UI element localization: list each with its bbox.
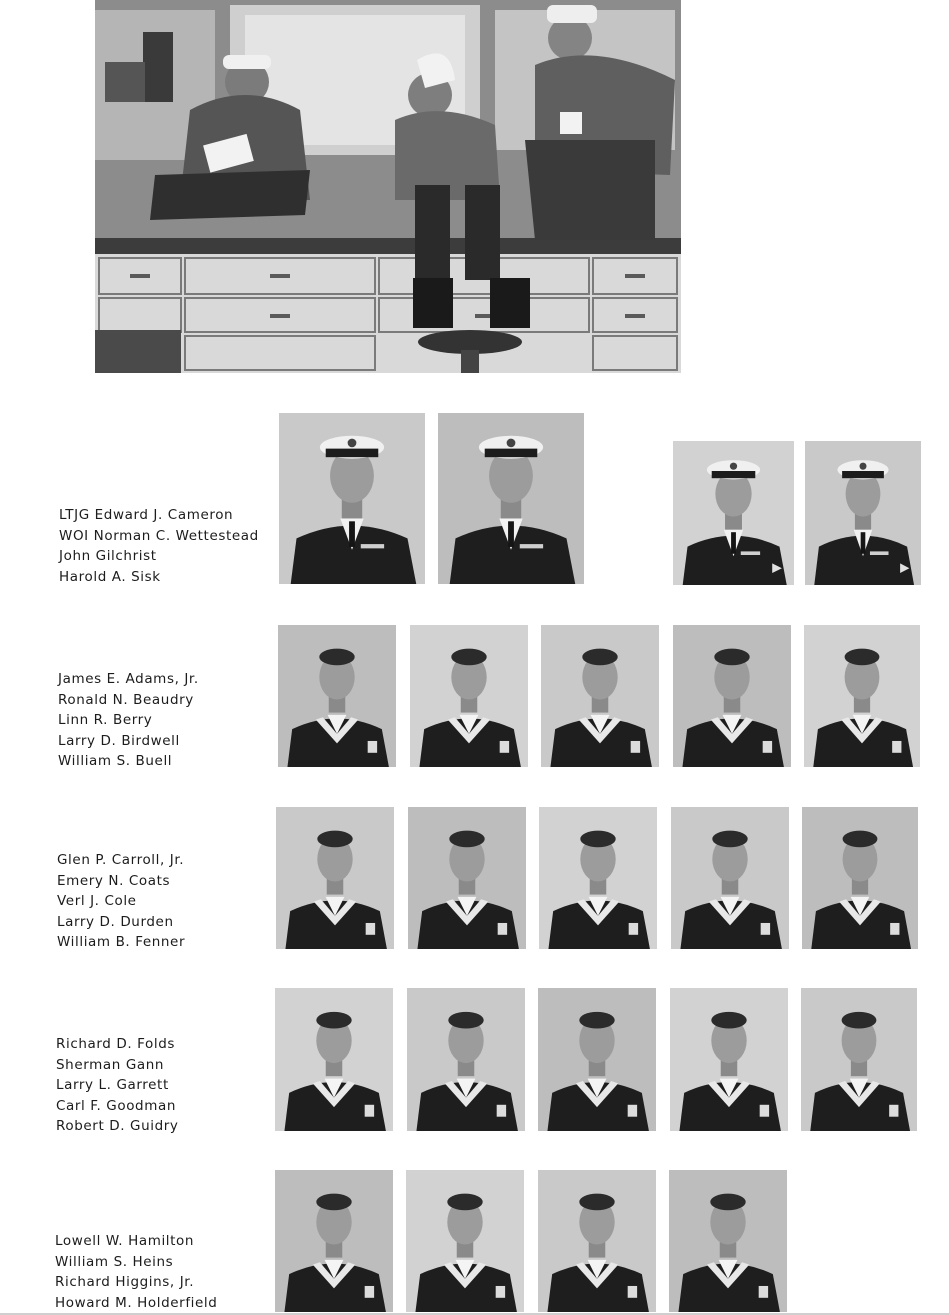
name-label: James E. Adams, Jr. <box>58 671 199 687</box>
portrait-photo <box>539 807 657 949</box>
portrait-illustration <box>670 988 788 1131</box>
portrait-illustration <box>275 1170 393 1312</box>
portrait-illustration <box>538 1170 656 1312</box>
portrait-photo <box>278 625 396 767</box>
portrait-photo <box>275 988 393 1131</box>
name-label: WOI Norman C. Wettestead <box>59 527 259 544</box>
name-label: Emery N. Coats <box>57 872 171 889</box>
portrait-illustration <box>278 625 396 767</box>
portrait-illustration <box>801 988 917 1131</box>
name-label: Linn R. Berry <box>58 712 153 728</box>
portrait-illustration <box>802 807 918 949</box>
name-label: Richard Higgins, Jr. <box>55 1274 195 1290</box>
name-label: Harold A. Sisk <box>59 568 161 585</box>
portrait-photo <box>279 413 425 584</box>
name-label: Larry L. Garrett <box>56 1077 169 1093</box>
portrait-photo <box>804 625 920 767</box>
name-label: Verl J. Cole <box>57 893 137 909</box>
name-label: William S. Heins <box>55 1253 174 1270</box>
portrait-photo <box>410 625 528 767</box>
name-list-officers <box>59 505 259 587</box>
portrait-illustration <box>438 413 584 584</box>
portrait-photo <box>406 1170 524 1312</box>
portrait-illustration <box>276 807 394 949</box>
name-label: Robert D. Guidry <box>56 1118 179 1134</box>
portrait-photo <box>805 441 921 585</box>
portrait-photo <box>669 1170 787 1312</box>
name-label: Lowell W. Hamilton <box>55 1233 195 1249</box>
portrait-photo <box>673 625 791 767</box>
portrait-photo <box>802 807 918 949</box>
name-list-row-4 <box>56 1034 179 1137</box>
portrait-illustration <box>410 625 528 767</box>
name-label: Larry D. Birdwell <box>58 732 180 749</box>
portrait-photo <box>538 1170 656 1312</box>
name-list-row-2 <box>58 669 199 772</box>
portrait-illustration <box>275 988 393 1131</box>
name-label: Larry D. Durden <box>57 913 174 930</box>
name-label: Sherman Gann <box>56 1056 165 1073</box>
name-list-row-5 <box>55 1231 217 1313</box>
portrait-photo <box>438 413 584 584</box>
portrait-illustration <box>673 625 791 767</box>
name-list-row-3 <box>57 850 185 953</box>
portrait-illustration <box>804 625 920 767</box>
portrait-illustration <box>407 988 525 1131</box>
name-label: Richard D. Folds <box>56 1036 176 1052</box>
portrait-photo <box>541 625 659 767</box>
portrait-photo <box>801 988 917 1131</box>
portrait-photo <box>671 807 789 949</box>
name-label: Ronald N. Beaudry <box>58 691 194 708</box>
portrait-illustration <box>408 807 526 949</box>
portrait-photo <box>670 988 788 1131</box>
name-label: John Gilchrist <box>59 548 157 564</box>
group-photo-illustration <box>95 0 681 373</box>
portrait-photo <box>407 988 525 1131</box>
portrait-illustration <box>539 807 657 949</box>
portrait-photo <box>408 807 526 949</box>
group-photo <box>95 0 681 373</box>
portrait-photo <box>538 988 656 1131</box>
portrait-illustration <box>541 625 659 767</box>
portrait-photo <box>275 1170 393 1312</box>
portrait-illustration <box>673 441 794 585</box>
portrait-photo <box>673 441 794 585</box>
name-label: Howard M. Holderfield <box>55 1294 218 1311</box>
name-label: Glen P. Carroll, Jr. <box>57 852 185 868</box>
name-label: LTJG Edward J. Cameron <box>59 507 234 523</box>
portrait-illustration <box>538 988 656 1131</box>
portrait-photo <box>276 807 394 949</box>
name-label: William B. Fenner <box>57 934 186 950</box>
portrait-illustration <box>805 441 921 585</box>
portrait-illustration <box>279 413 425 584</box>
portrait-illustration <box>671 807 789 949</box>
name-label: Carl F. Goodman <box>56 1097 176 1114</box>
portrait-illustration <box>406 1170 524 1312</box>
name-label: William S. Buell <box>58 753 173 769</box>
portrait-illustration <box>669 1170 787 1312</box>
